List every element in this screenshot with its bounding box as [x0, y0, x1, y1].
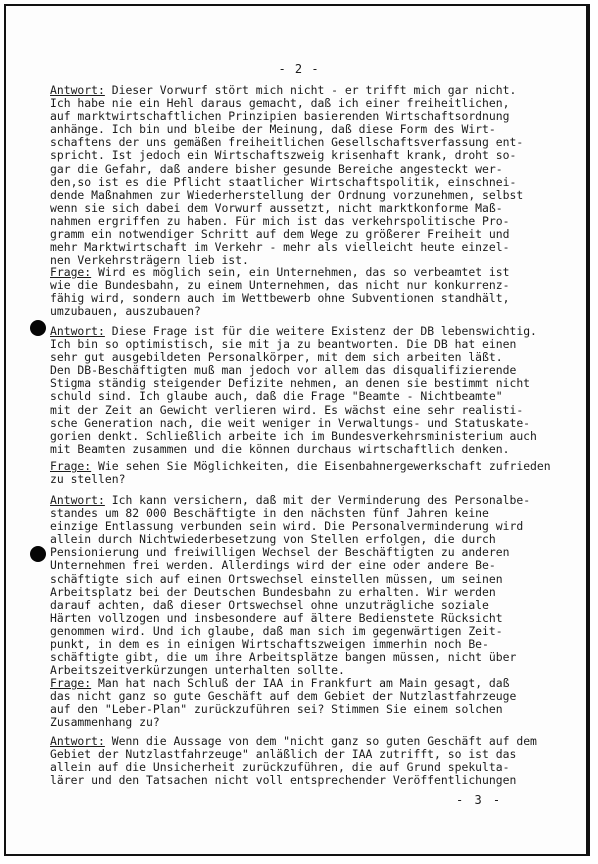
text-line: allein auf die Unsicherheit zurückzuführen, die auf Grund spekulta- [50, 760, 510, 775]
answer-block [50, 494, 580, 677]
text-line: schäftigte gibt, die um ihre Arbeitsplätze bangen müssen, nicht über [50, 650, 517, 665]
answer-label: Antwort: [50, 324, 105, 338]
text-line: nen Verkehrsträgern lieb ist. [50, 253, 249, 268]
text-line: punkt, in dem es in einigen Wirtschaftszweigen immerhin noch Be- [50, 637, 489, 652]
text-line: dende Maßnahmen zur Wiederherstellung der Ordnung vorzunehmen, selbst [50, 187, 524, 202]
text-line: umzubauen, auszubauen? [50, 304, 201, 319]
answer-block [50, 84, 580, 267]
text-line: gar die Gefahr, daß andere bisher gesunde Bereiche angesteckt wer- [50, 161, 503, 176]
text-line: auf marktwirtschaftlichen Prinzipien basierenden Wirtschaftsordnung [50, 109, 510, 124]
text-line: auf den "Leber-Plan" zurückzuführen sei? Stimmen Sie einem solchen [50, 702, 503, 717]
answer-label: Antwort: [50, 493, 105, 507]
text-line: wie die Bundesbahn, zu einem Unternehmen, das nicht nur konkurrenz- [50, 278, 510, 293]
text-line: Antwort: Dieser Vorwurf stört mich nicht - er trifft mich gar nicht. [50, 83, 517, 97]
question-label: Frage: [50, 459, 92, 473]
text-line: Arbeitsplatz bei der Deutschen Bundesbahn zu erhalten. Wir werden [50, 584, 496, 599]
text-line: darauf achten, daß dieser Ortswechsel ohne unzuträgliche soziale [50, 597, 489, 612]
text-line: Frage: Wie sehen Sie Möglichkeiten, die Eisenbahnergewerkschaft zufrieden [50, 459, 551, 473]
text-line: gramm ein notwendiger Schritt auf dem Wege zu größerer Freiheit und [50, 227, 510, 242]
text-line: Unternehmen frei werden. Allerdings wird der eine oder andere Be- [50, 558, 496, 573]
text-line: lärer und den Tatsachen nicht voll entsprechender Veröffentlichungen [50, 773, 517, 788]
text-line: Härten vollzogen und insbesondere auf ältere Bedienstete Rücksicht [50, 610, 503, 625]
question-block [50, 266, 580, 318]
answer-label: Antwort: [50, 83, 105, 97]
text-line: sehr gut ausgebildeten Personalkörper, mit dem sich arbeiten läßt. [50, 350, 503, 365]
text-line: Ich habe nie ein Hehl daraus gemacht, daß ich einer freiheitlichen, [50, 96, 510, 111]
text-line: Frage: Wird es möglich sein, ein Unternehmen, das so verbeamtet ist [50, 265, 510, 279]
text-line: Antwort: Wenn die Aussage von dem "nicht ganz so guten Geschäft auf dem [50, 734, 537, 748]
text-line: einzige Entlassung verbunden sein wird. Die Personalverminderung wird [50, 519, 524, 534]
punch-hole-icon [30, 546, 46, 562]
text-line: wenn sie sich dabei dem Vorwurf aussetzt, nicht marktkonforme Maß- [50, 200, 503, 215]
answer-block [50, 735, 580, 787]
text-line: Gebiet der Nutzlastfahrzeuge" anläßlich der IAA zutrifft, so ist das [50, 747, 517, 762]
text-line: sche Generation nach, die weit weniger in Verwaltungs- und Statuskate- [50, 415, 531, 430]
text-line: schäftigte sich auf einen Ortswechsel einstellen müssen, um seinen [50, 571, 503, 586]
text-line: allein durch Nichtwiederbesetzung von Stellen erfolgen, die durch [50, 532, 496, 547]
answer-block [50, 325, 580, 456]
question-label: Frage: [50, 265, 92, 279]
text-line: Den DB-Beschäftigten muß man jedoch vor allem das disqualifizierende [50, 363, 517, 378]
text-line: spricht. Ist jedoch ein Wirtschaftszweig krisenhaft krank, droht so- [50, 148, 517, 163]
text-line: gorien denkt. Schließlich arbeite ich im Bundesverkehrsministerium auch [50, 428, 537, 443]
answer-label: Antwort: [50, 734, 105, 748]
question-label: Frage: [50, 676, 92, 690]
text-line: anhänge. Ich bin und bleibe der Meinung, daß diese Form des Wirt- [50, 122, 496, 137]
text-line: Ich bin so optimistisch, sie mit ja zu beantworten. Die DB hat einen [50, 337, 517, 352]
text-line: standes um 82 000 Beschäftigte in den nächsten fünf Jahren keine [50, 506, 489, 521]
text-line: den,so ist es die Pflicht staatlicher Wirtschaftspolitik, einschnei- [50, 174, 517, 189]
page-number: - 2 - [278, 62, 320, 76]
text-line: Antwort: Diese Frage ist für die weitere Existenz der DB lebenswichtig. [50, 324, 537, 338]
text-line: Pensionierung und freiwilligen Wechsel der Beschäftigten zu anderen [50, 545, 510, 560]
question-block [50, 460, 580, 486]
text-line: mit Beamten zusammen und die können durchaus wirtschaftlich denken. [50, 441, 510, 456]
text-line: mehr Marktwirtschaft im Verkehr - mehr als vielleicht heute einzel- [50, 240, 510, 255]
text-line: Arbeitszeitverkürzungen unterhalten sollte. [50, 663, 345, 678]
next-page-marker: - 3 - [456, 793, 503, 807]
question-block [50, 677, 580, 729]
text-line: nahmen ergriffen zu haben. Für mich ist das verkehrspolitische Pro- [50, 213, 510, 228]
text-line: fähig wird, sondern auch im Wettbewerb ohne Subventionen standhält, [50, 291, 510, 306]
text-line: schuld sind. Ich glaube auch, daß die Frage "Beamte - Nichtbeamte" [50, 389, 503, 404]
text-line: Zusammenhang zu? [50, 715, 160, 730]
text-line: mit der Zeit an Gewicht verlieren wird. Es wächst eine sehr realisti- [50, 402, 524, 417]
text-line: das nicht ganz so gute Geschäft auf dem Gebiet der Nutzlastfahrzeuge [50, 689, 517, 704]
text-line: Antwort: Ich kann versichern, daß mit der Verminderung des Personalbe- [50, 493, 531, 507]
text-line: genommen wird. Und ich glaube, daß man sich im gegenwärtigen Zeit- [50, 623, 503, 638]
punch-hole-icon [30, 320, 46, 336]
text-line: Stigma ständig steigender Defizite nehmen, an denen sie bestimmt nicht [50, 376, 531, 391]
text-line: schaftens der uns gemäßen freiheitlichen Gesellschaftsverfassung ent- [50, 135, 524, 150]
text-line: Frage: Man hat nach Schluß der IAA in Frankfurt am Main gesagt, daß [50, 676, 510, 690]
text-line: zu stellen? [50, 472, 126, 487]
